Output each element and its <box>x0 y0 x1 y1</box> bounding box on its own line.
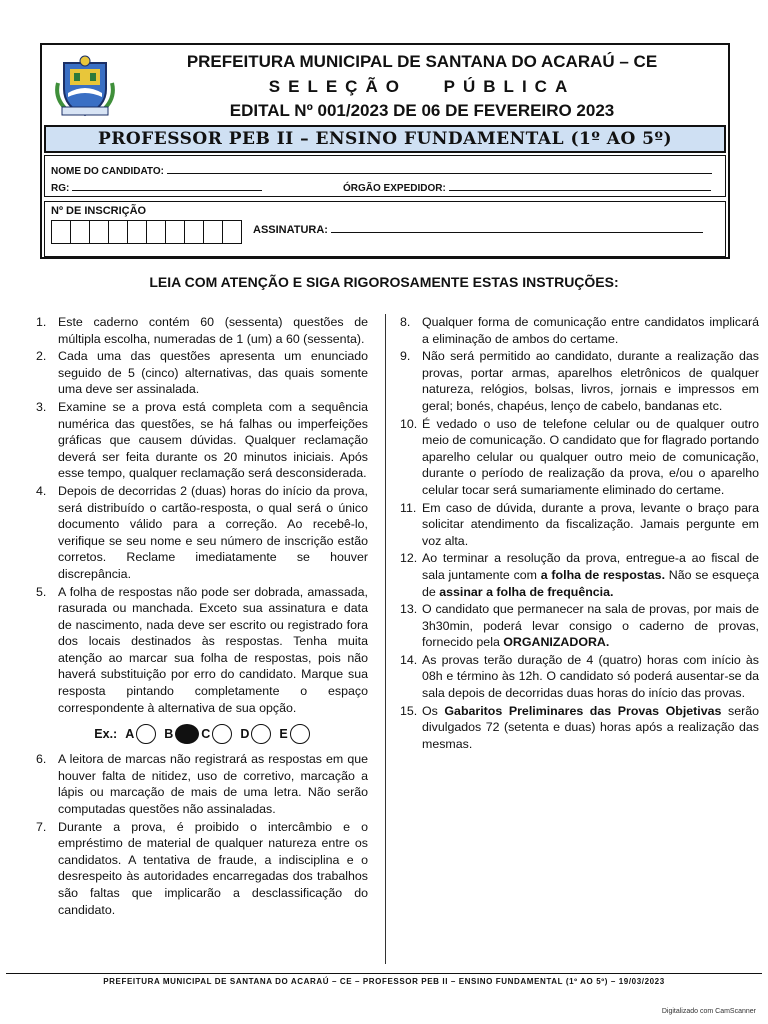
digit-box[interactable] <box>184 220 204 244</box>
instruction-text: A folha de respostas não pode ser dobrada, amassada, rasurada ou manchada. Exceto sua assinatura e data de nascimento, nada deve ser escrito ou registrado fora dos locais destinados às respostas. Tenha muita atenção ao marcar sua folha de respostas, pois não haverá substituição por erro do candidato. Marque sua resposta pintando completamente o espaço correspondente à alternativa de sua opção. <box>58 584 368 715</box>
candidate-info-box <box>44 155 726 197</box>
instruction-text: O candidato que permanecer na sala de provas, por mais de 3h30min, poderá levar consigo o caderno de provas, fornecido pela ORGANIZADORA. <box>422 602 759 650</box>
footer-rule <box>6 973 762 974</box>
digit-box[interactable] <box>203 220 223 244</box>
selection-title: SELEÇÃO PÚBLICA <box>268 77 576 96</box>
digit-box[interactable] <box>108 220 128 244</box>
option-label: B <box>164 726 174 741</box>
instruction-text: Não será permitido ao candidato, durante a realização das provas, portar armas, aparelhos eletrônicos de qualquer natureza, relógios, bolsas, livros, jornais e impressos em geral; bonés, chapéus, lenço de cabelo, bandanas etc. <box>422 349 759 413</box>
instruction-text: Este caderno contém 60 (sessenta) questões de múltipla escolha, numeradas de 1 (um) a 60 (sessenta). <box>58 315 368 346</box>
instruction-item <box>400 416 759 499</box>
instruction-number: 1. <box>36 315 47 329</box>
instructions-right-column <box>400 314 759 753</box>
digit-box[interactable] <box>165 220 185 244</box>
instruction-text: Qualquer forma de comunicação entre candidatos implicará a eliminação de ambos do certame. <box>422 315 759 346</box>
instruction-number: 4. <box>36 483 47 498</box>
option-label: A <box>125 726 135 741</box>
exam-header <box>40 43 730 259</box>
instructions-left-column <box>36 314 368 919</box>
candidate-name-row <box>51 164 712 177</box>
instruction-number: 2. <box>36 349 47 364</box>
instruction-item <box>36 348 368 398</box>
column-divider <box>385 314 386 964</box>
instruction-number: 5. <box>36 584 47 599</box>
rg-label: RG: <box>51 183 70 194</box>
candidate-name-field[interactable] <box>167 164 712 174</box>
digit-box[interactable] <box>222 220 242 244</box>
instruction-item <box>400 314 759 347</box>
municipal-seal-icon <box>52 53 118 119</box>
instruction-item <box>36 399 368 482</box>
inscription-box <box>44 201 726 257</box>
instruction-text: As provas terão duração de 4 (quatro) horas com início às 08h e término às 12h. O candidato só poderá ausentar-se da sala depois de decorridas duas horas do início das provas. <box>422 652 759 701</box>
instruction-text: É vedado o uso de telefone celular ou de qualquer outro meio de comunicação. O candidato que for flagrado portando aparelho celular ou qualquer outro meio de comunicação, durante o período de realização da prova, e/ou o aparelho celular tocar será sumariamente eliminado do certame. <box>422 416 759 497</box>
orgao-field[interactable] <box>449 181 711 191</box>
instruction-number: 6. <box>36 752 47 767</box>
header-top <box>42 45 728 125</box>
instruction-number: 7. <box>36 819 47 834</box>
answer-bubble <box>136 724 156 744</box>
instruction-text: Ao terminar a resolução da prova, entregue-a ao fiscal de sala juntamente com a folha de respostas. Não se esqueça de assinar a folha de frequência. <box>422 551 759 599</box>
answer-bubble <box>290 724 310 744</box>
rg-row <box>51 181 262 194</box>
digit-box[interactable] <box>89 220 109 244</box>
digit-box[interactable] <box>127 220 147 244</box>
role-banner: PROFESSOR PEB II – ENSINO FUNDAMENTAL (1º AO 5º) <box>44 125 726 153</box>
instruction-item <box>36 751 368 817</box>
instruction-text: Em caso de dúvida, durante a prova, levante o braço para solicitar atendimento da fiscalização. Jamais pergunte em voz alta. <box>422 500 759 548</box>
candidate-name-label: NOME DO CANDIDATO: <box>51 166 164 177</box>
instruction-item <box>400 550 759 600</box>
instruction-item <box>36 314 368 347</box>
instruction-number: 10. <box>400 416 418 431</box>
scan-stamp: Digitalizado com CamScanner <box>661 1008 756 1015</box>
signature-label: ASSINATURA: <box>253 224 328 236</box>
orgao-label: ÓRGÃO EXPEDIDOR: <box>343 183 446 194</box>
digit-box[interactable] <box>146 220 166 244</box>
inscription-label: Nº DE INSCRIÇÃO <box>51 205 147 217</box>
option-label: D <box>240 726 250 741</box>
instruction-number: 15. <box>400 703 418 718</box>
instruction-item <box>400 703 759 753</box>
instruction-number: 14. <box>400 652 418 667</box>
orgao-row <box>343 181 711 194</box>
signature-field[interactable] <box>331 223 703 233</box>
instruction-number: 3. <box>36 399 47 414</box>
instruction-item <box>400 652 759 702</box>
option-label: C <box>201 726 211 741</box>
instruction-number: 8. <box>400 315 411 329</box>
instruction-text: Os Gabaritos Preliminares das Provas Objetivas serão divulgados 72 (setenta e duas) horas após a realização das mesmas. <box>422 703 759 751</box>
instruction-item <box>36 819 368 919</box>
instruction-number: 11. <box>400 500 417 515</box>
option-label: E <box>279 726 288 741</box>
digit-box[interactable] <box>70 220 90 244</box>
inscription-digit-boxes <box>51 220 241 244</box>
instruction-number: 12. <box>400 551 418 566</box>
municipality-title: PREFEITURA MUNICIPAL DE SANTANA DO ACARAÚ – CE <box>186 52 658 71</box>
instruction-text: Depois de decorridas 2 (duas) horas do início da prova, será distribuído o cartão-resposta, o qual será o único documento válido para a correção. Ao recebê-lo, verifique se seu nome e seu número de inscrição estão corretos. Reclame imediatamente se houver discrepância. <box>58 483 368 581</box>
instruction-item <box>36 483 368 583</box>
example-label: Ex.: <box>94 726 118 741</box>
instruction-number: 13. <box>400 602 418 617</box>
signature-row <box>253 223 703 236</box>
instruction-text: A leitora de marcas não registrará as respostas em que houver falta de nitidez, uso de corretivo, marcação a lápis ou marcação de mais de uma letra. Não serão computadas questões não assinaladas. <box>58 752 368 817</box>
instruction-text: Cada uma das questões apresenta um enunciado seguido de 5 (cinco) alternativas, das quais somente uma deve ser assinalada. <box>58 349 368 397</box>
instruction-item <box>36 584 368 717</box>
instruction-item <box>400 348 759 414</box>
instruction-text: Durante a prova, é proibido o intercâmbio e o empréstimo de material de qualquer natureza entre os candidatos. A tentativa de fraude, a indisciplina e o desrespeito às autoridades encarregadas dos trabalhos são faltas que implicarão a desclassificação do candidato. <box>58 819 368 917</box>
instruction-item <box>400 500 759 550</box>
rg-field[interactable] <box>72 181 262 191</box>
answer-bubble-filled <box>175 724 199 744</box>
page-footer: PREFEITURA MUNICIPAL DE SANTANA DO ACARAÚ – CE – PROFESSOR PEB II – ENSINO FUNDAMENTAL (1º AO 5º) – 19/03/2023 <box>103 977 665 986</box>
instruction-text: Examine se a prova está completa com a sequência numérica das questões, se há falhas ou imperfeições gráficas que causem dúvidas. Qualquer reclamação deverá ser feita durante os 20 minutos iniciais. Após esse tempo, qualquer reclamação será desconsiderada. <box>58 399 368 481</box>
answer-example <box>36 717 368 751</box>
answer-bubble <box>212 724 232 744</box>
digit-box[interactable] <box>51 220 71 244</box>
instructions-title: LEIA COM ATENÇÃO E SIGA RIGOROSAMENTE ESTAS INSTRUÇÕES: <box>149 274 619 290</box>
answer-bubble <box>251 724 271 744</box>
edital-title: EDITAL Nº 001/2023 DE 06 DE FEVEREIRO 2023 <box>229 101 615 120</box>
instruction-item <box>400 601 759 651</box>
instruction-number: 9. <box>400 349 411 364</box>
